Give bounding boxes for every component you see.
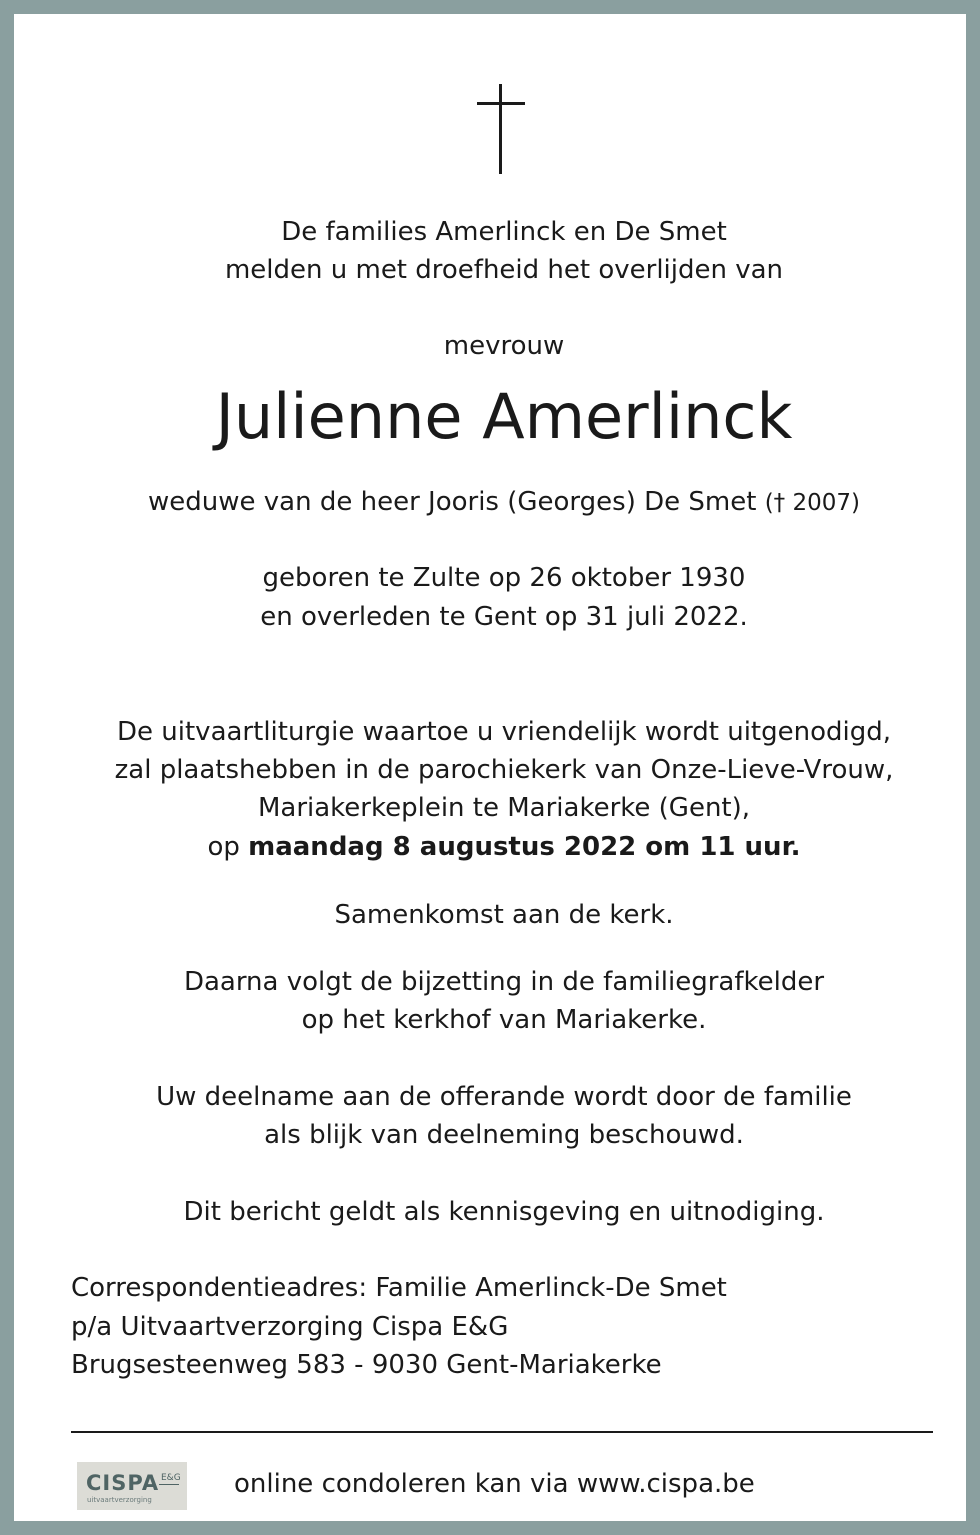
logo-underline xyxy=(159,1484,179,1485)
notice-line: Dit bericht geldt als kennisgeving en uitnodiging. xyxy=(183,1197,825,1227)
ceremony-line-1: De uitvaartliturgie waartoe u vriendelijk wordt uitgenodigd, xyxy=(117,717,891,747)
online-condolence-text: online condoleren kan via www.cispa.be xyxy=(234,1469,755,1499)
widow-text: weduwe van de heer Jooris (Georges) De Smet xyxy=(148,487,757,517)
offering-line-1: Uw deelname aan de offerande wordt door de familie xyxy=(156,1082,852,1112)
ceremony-date: maandag 8 augustus 2022 om 11 uur. xyxy=(248,832,801,862)
cross-icon xyxy=(477,84,525,174)
offering-line-2: als blijk van deelneming beschouwd. xyxy=(264,1120,744,1150)
widow-death-year: († 2007) xyxy=(764,490,860,516)
cispa-logo xyxy=(77,1462,187,1510)
widow-line xyxy=(14,483,980,522)
correspondence-line-2: p/a Uitvaartverzorging Cispa E&G xyxy=(71,1312,509,1342)
logo-wordmark: CISPA xyxy=(86,1471,160,1495)
logo-subtitle: uitvaartverzorging xyxy=(87,1496,152,1504)
correspondence-line-1: Correspondentieadres: Familie Amerlinck-De Smet xyxy=(71,1273,727,1303)
correspondence-line-3: Brugsesteenweg 583 - 9030 Gent-Mariakerke xyxy=(71,1350,662,1380)
intro-line-2: melden u met droefheid het overlijden van xyxy=(224,255,784,285)
burial-line-1: Daarna volgt de bijzetting in de familiegrafkelder xyxy=(183,967,825,997)
death-line: en overleden te Gent op 31 juli 2022. xyxy=(260,602,748,632)
ceremony-date-prefix: op xyxy=(207,832,240,862)
burial-line-2: op het kerkhof van Mariakerke. xyxy=(301,1005,707,1035)
logo-suffix: E&G xyxy=(161,1473,181,1483)
gathering-line: Samenkomst aan de kerk. xyxy=(334,900,674,930)
ceremony-date-line xyxy=(14,828,980,866)
salutation: mevrouw xyxy=(443,331,565,361)
ceremony-line-3: Mariakerkeplein te Mariakerke (Gent), xyxy=(257,793,751,823)
birth-line: geboren te Zulte op 26 oktober 1930 xyxy=(262,563,746,593)
footer-divider xyxy=(71,1431,933,1433)
ceremony-line-2: zal plaatshebben in de parochiekerk van Onze-Lieve-Vrouw, xyxy=(114,755,894,785)
deceased-name: Julienne Amerlinck xyxy=(215,380,793,453)
intro-line-1: De families Amerlinck en De Smet xyxy=(281,217,727,247)
